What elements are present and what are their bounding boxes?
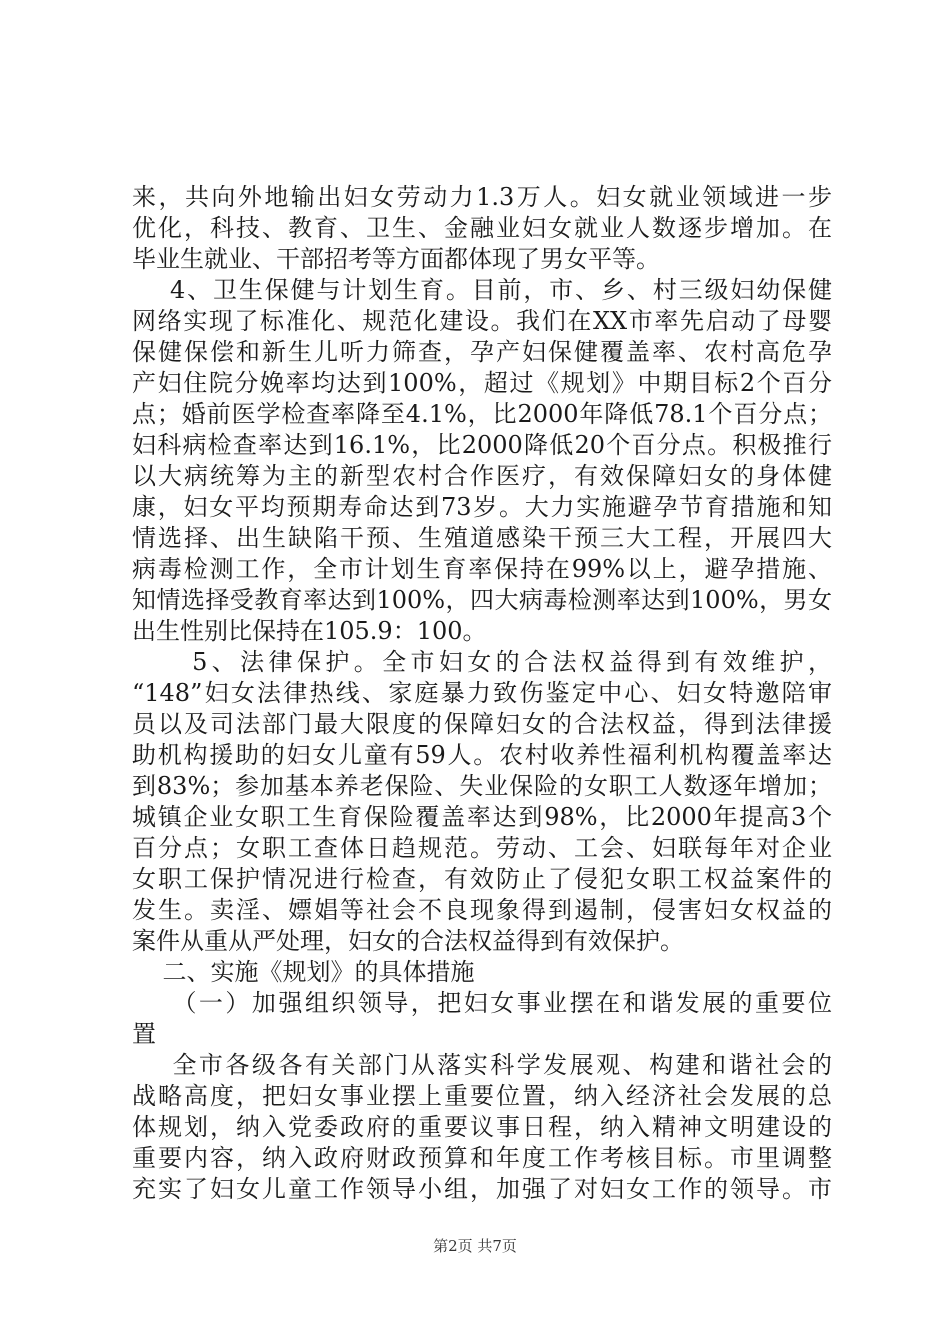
body-text-line: 城镇企业女职工生育保险覆盖率达到98%，比2000年提高3个 [132, 803, 832, 831]
body-text-line: 知情选择受教育率达到100%，四大病毒检测率达到100%，男女 [132, 586, 832, 614]
body-text-line: 充实了妇女儿童工作领导小组，加强了对妇女工作的领导。市 [132, 1175, 832, 1203]
body-text-line: 案件从重从严处理，妇女的合法权益得到有效保护。 [132, 927, 684, 955]
body-text-line: 产妇住院分娩率均达到100%，超过《规划》中期目标2个百分 [132, 369, 832, 397]
body-text-line: 战略高度，把妇女事业摆上重要位置，纳入经济社会发展的总 [132, 1082, 832, 1110]
body-text-line: 以大病统筹为主的新型农村合作医疗，有效保障妇女的身体健 [132, 462, 832, 490]
body-text-line: 点；婚前医学检查率降至4.1%，比2000年降低78.1个百分点； [132, 400, 832, 428]
body-text-line: 情选择、出生缺陷干预、生殖道感染干预三大工程，开展四大 [132, 524, 832, 552]
body-text-line: 妇科病检查率达到16.1%，比2000降低20个百分点。积极推行 [132, 431, 832, 459]
body-text-line: 优化，科技、教育、卫生、金融业妇女就业人数逐步增加。在 [132, 214, 832, 242]
body-text-line: 4、卫生保健与计划生育。目前，市、乡、村三级妇幼保健 [132, 276, 832, 304]
body-text-line: 病毒检测工作，全市计划生育率保持在99%以上，避孕措施、 [132, 555, 832, 583]
body-text-line: 员以及司法部门最大限度的保障妇女的合法权益，得到法律援 [132, 710, 832, 738]
section-heading: 二、实施《规划》的具体措施 [132, 958, 475, 986]
body-text-line: 5、法律保护。全市妇女的合法权益得到有效维护， [132, 648, 832, 676]
body-text-line: 助机构援助的妇女儿童有59人。农村收养性福利机构覆盖率达 [132, 741, 832, 769]
subsection-heading: 置 [132, 1020, 156, 1048]
body-text-line: 百分点；女职工查体日趋规范。劳动、工会、妇联每年对企业 [132, 834, 832, 862]
body-text-line: 发生。卖淫、嫖娼等社会不良现象得到遏制，侵害妇女权益的 [132, 896, 832, 924]
body-text-line: “148”妇女法律热线、家庭暴力致伤鉴定中心、妇女特邀陪审 [132, 679, 832, 707]
body-text-line: 体规划，纳入党委政府的重要议事日程，纳入精神文明建设的 [132, 1113, 832, 1141]
body-text-line: 到83%；参加基本养老保险、失业保险的女职工人数逐年增加； [132, 772, 832, 800]
body-text-line: 出生性别比保持在105.9：100。 [132, 617, 487, 645]
body-text-line: 毕业生就业、干部招考等方面都体现了男女平等。 [132, 245, 660, 273]
body-text-line: 女职工保护情况进行检查，有效防止了侵犯女职工权益案件的 [132, 865, 832, 893]
page-footer: 第2页 共7页 [433, 1237, 517, 1255]
body-text-line: 来，共向外地输出妇女劳动力1.3万人。妇女就业领域进一步 [132, 183, 832, 211]
body-text-line: 网络实现了标准化、规范化建设。我们在XX市率先启动了母婴 [132, 307, 832, 335]
body-text-line: 保健保偿和新生儿听力筛查，孕产妇保健覆盖率、农村高危孕 [132, 338, 832, 366]
body-text-line: 全市各级各有关部门从落实科学发展观、构建和谐社会的 [132, 1051, 832, 1079]
subsection-heading: （一）加强组织领导，把妇女事业摆在和谐发展的重要位 [132, 989, 832, 1017]
body-text-line: 重要内容，纳入政府财政预算和年度工作考核目标。市里调整 [132, 1144, 832, 1172]
body-text-line: 康，妇女平均预期寿命达到73岁。大力实施避孕节育措施和知 [132, 493, 832, 521]
